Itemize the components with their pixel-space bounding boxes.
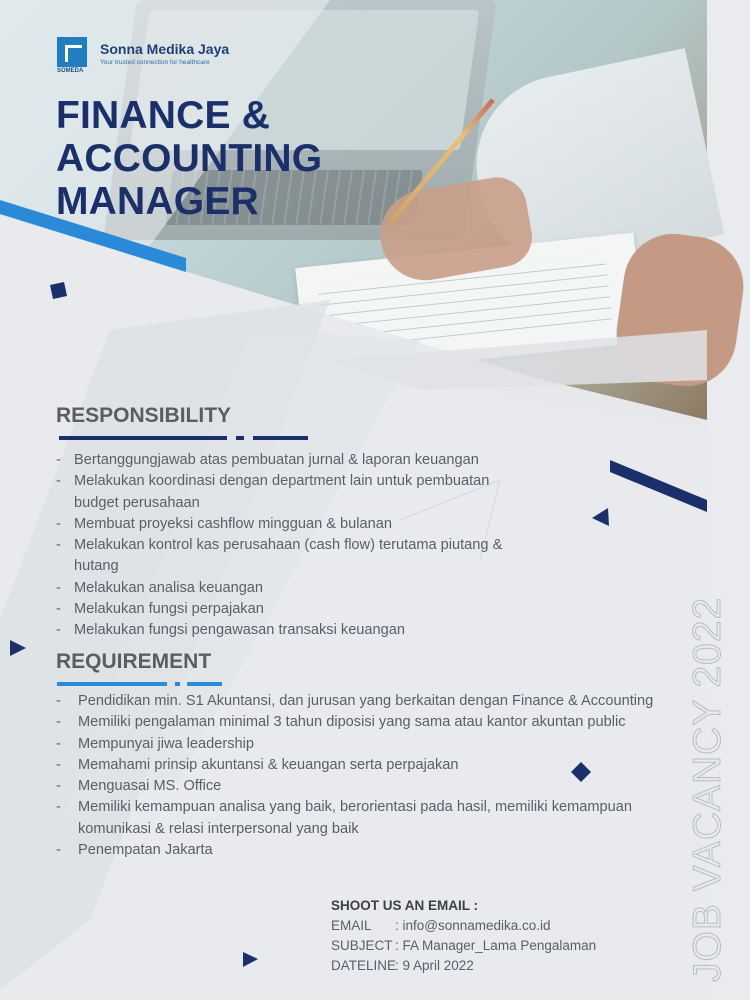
contact-block: [331, 896, 596, 976]
dateline-value: : 9 April 2022: [395, 958, 474, 973]
list-item: - Pendidikan min. S1 Akuntansi, dan jurusan yang berkaitan dengan Finance & Accounting: [56, 691, 656, 712]
email-value[interactable]: : info@sonnamedika.co.id: [395, 918, 551, 933]
job-title-line-1: FINANCE &: [56, 94, 271, 137]
requirement-list: [56, 691, 656, 861]
dateline-label: DATELINE: [331, 958, 397, 973]
heading-underline: [57, 682, 167, 686]
heading-underline: [59, 436, 227, 440]
heading-underline-dot: [175, 682, 180, 686]
list-item: - Bertanggungjawab atas pembuatan jurnal & laporan keuangan: [56, 450, 526, 471]
job-title-line-2: ACCOUNTING: [56, 137, 323, 180]
subject-label: SUBJECT: [331, 938, 393, 953]
brand: [100, 41, 229, 66]
list-item: - Memiliki kemampuan analisa yang baik, berorientasi pada hasil, memiliki kemampuan komunikasi & relasi interpersonal yang baik: [56, 797, 638, 840]
email-label: EMAIL: [331, 918, 372, 933]
heading-underline-end: [253, 436, 308, 440]
job-title-line-3: MANAGER: [56, 180, 259, 223]
heading-underline-end: [187, 682, 222, 686]
responsibility-list: [56, 450, 526, 642]
list-item: - Membuat proyeksi cashflow mingguan & bulanan: [56, 514, 526, 535]
brand-tagline: Your trusted connection for healthcare: [100, 59, 210, 66]
contact-heading: SHOOT US AN EMAIL :: [331, 898, 479, 913]
requirement-heading: REQUIREMENT: [56, 650, 212, 673]
list-item: - Memahami prinsip akuntansi & keuangan serta perpajakan: [56, 755, 656, 776]
list-item: - Penempatan Jakarta: [56, 840, 656, 861]
logo-text: SOMEDA: [57, 68, 84, 74]
brand-name: Sonna Medika Jaya: [100, 41, 230, 57]
list-item: - Menguasai MS. Office: [56, 776, 656, 797]
company-logo: [57, 37, 87, 75]
list-item: - Melakukan koordinasi dengan department lain untuk pembuatan budget perusahaan: [56, 471, 526, 514]
list-item: - Melakukan kontrol kas perusahaan (cash flow) terutama piutang & hutang: [56, 535, 526, 578]
heading-underline-dot: [236, 436, 244, 440]
list-item: - Memiliki pengalaman minimal 3 tahun diposisi yang sama atau kantor akuntan public: [56, 712, 656, 733]
job-title: [56, 94, 322, 223]
square-marker: [50, 282, 67, 299]
list-item: - Mempunyai jiwa leadership: [56, 734, 656, 755]
subject-value: : FA Manager_Lama Pengalaman: [395, 938, 597, 953]
list-item: - Melakukan analisa keuangan: [56, 578, 526, 599]
list-item: - Melakukan fungsi perpajakan: [56, 599, 526, 620]
job-vacancy-vertical-text: JOB VACANCY 2022: [686, 596, 729, 982]
responsibility-heading: RESPONSIBILITY: [56, 404, 232, 427]
list-item: - Melakukan fungsi pengawasan transaksi keuangan: [56, 620, 526, 641]
logo-icon: [57, 37, 87, 67]
